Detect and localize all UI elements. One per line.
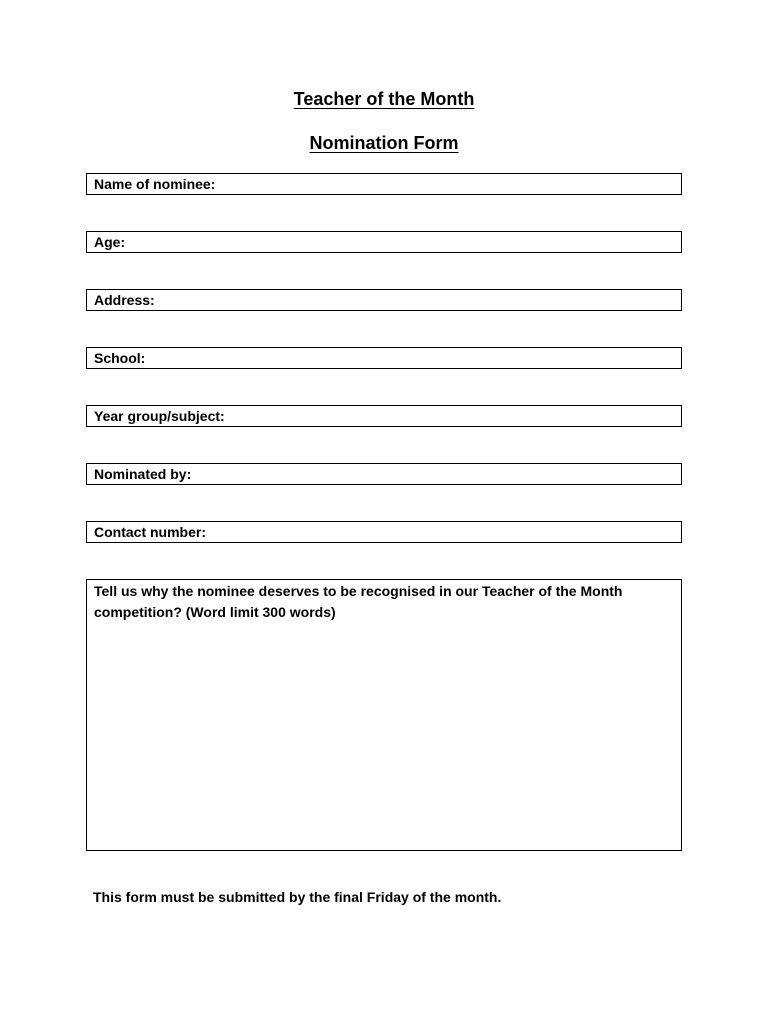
year-group-subject-label: Year group/subject: (94, 408, 225, 424)
school-label: School: (94, 350, 146, 366)
form-subtitle: Nomination Form (309, 133, 459, 153)
reason-prompt: Tell us why the nominee deserves to be recognised in our Teacher of the Month competition? (Word limit 300 words) (94, 583, 623, 620)
form-title: Teacher of the Month (293, 89, 475, 109)
reason-textarea[interactable] (94, 628, 672, 842)
nominee-name-label: Name of nominee: (94, 176, 216, 192)
age-label: Age: (94, 234, 126, 250)
age-field[interactable] (86, 231, 682, 253)
year-group-subject-field[interactable] (86, 405, 682, 427)
address-label: Address: (94, 292, 155, 308)
submission-deadline-note: This form must be submitted by the final Friday of the month. (93, 889, 502, 905)
contact-number-input[interactable] (224, 523, 677, 541)
nominee-name-field[interactable] (86, 173, 682, 195)
school-input[interactable] (155, 349, 677, 367)
nominated-by-input[interactable] (209, 465, 677, 483)
nominated-by-label: Nominated by: (94, 466, 192, 482)
nominee-name-input[interactable] (237, 175, 677, 193)
reason-field[interactable] (86, 579, 682, 851)
address-field[interactable] (86, 289, 682, 311)
contact-number-label: Contact number: (94, 524, 206, 540)
address-input[interactable] (163, 291, 677, 309)
contact-number-field[interactable] (86, 521, 682, 543)
year-group-subject-input[interactable] (245, 407, 677, 425)
age-input[interactable] (132, 233, 677, 251)
nominated-by-field[interactable] (86, 463, 682, 485)
school-field[interactable] (86, 347, 682, 369)
